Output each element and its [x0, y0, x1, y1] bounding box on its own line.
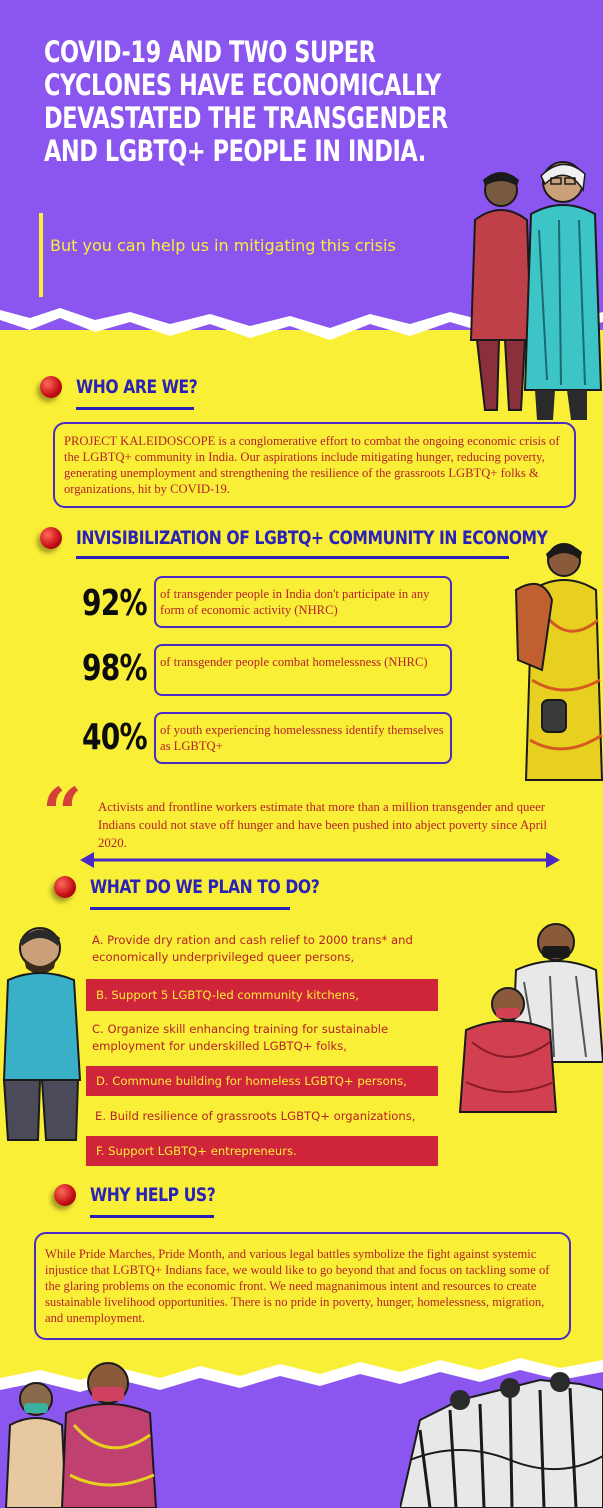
plan-item-c: C. Organize skill enhancing training for sustainable employment for underskilled LGBTQ+ folks,: [92, 1022, 389, 1053]
stat-box-3: [154, 712, 452, 764]
why-heading-underline: [90, 1215, 214, 1218]
stat-text-1: of transgender people in India don't participate in any form of economic activity (NHRC): [160, 587, 430, 617]
masked-women-illustration: [446, 912, 603, 1122]
who-heading-underline: [76, 407, 194, 410]
plan-heading: WHAT DO WE PLAN TO DO?: [90, 876, 320, 898]
why-body-box: [34, 1232, 571, 1340]
hero-subtitle: But you can help us in mitigating this crisis: [50, 236, 396, 255]
stat-text-3: of youth experiencing homelessness identify themselves as LGBTQ+: [160, 723, 444, 753]
stat-value-3: 40%: [82, 717, 147, 758]
pushpin-icon: [40, 376, 62, 398]
bottom-left-people-illustration: [0, 1355, 160, 1508]
who-heading: WHO ARE WE?: [76, 376, 198, 398]
plan-heading-row: [54, 876, 370, 898]
stat-box-2: [154, 644, 452, 696]
quote-text: Activists and frontline workers estimate that more than a million transgender and queer Indians could not stave off hunger and have been pushed into abject poverty since April 2020.: [98, 800, 547, 850]
pushpin-icon: [40, 527, 62, 549]
who-body-text: PROJECT KALEIDOSCOPE is a conglomerative effort to combat the ongoing economic crisis of the LGBTQ+ community in India. Our aspirations include mitigating hunger, reducing poverty, generating unemployment and strengthening the resilience of the grassroots LGBTQ+ folks & organizations, hit by COVID-19.: [64, 434, 560, 496]
invis-heading: INVISIBILIZATION OF LGBTQ+ COMMUNITY IN ECONOMY: [76, 527, 548, 549]
hero-title: COVID-19 AND TWO SUPER CYCLONES HAVE ECONOMICALLY DEVASTATED THE TRANSGENDER AND LGBTQ+ PEOPLE IN INDIA.: [44, 35, 448, 168]
hero-accent-bar: [39, 213, 43, 297]
why-heading-row: [54, 1184, 243, 1206]
why-heading: WHY HELP US?: [90, 1184, 216, 1206]
quote-icon: “: [42, 772, 83, 855]
plan-heading-underline: [90, 907, 290, 910]
who-heading-row: [40, 376, 224, 398]
stat-text-2: of transgender people combat homelessness (NHRC): [160, 655, 428, 669]
invis-heading-underline: [76, 556, 509, 559]
stat-box-1: [154, 576, 452, 628]
pushpin-icon: [54, 1184, 76, 1206]
why-body-text: While Pride Marches, Pride Month, and various legal battles symbolize the fight against systemic injustice that LGBTQ+ Indians face, we would like to go beyond that and focus on tackling some of the glaring problems on the economic front. We need magnanimous intent and resources to create sustainable livelihood opportunities. There is no pride in poverty, hunger, homelessness, migration, and unemployment.: [45, 1247, 550, 1325]
man-illustration: [0, 920, 82, 1142]
pushpin-icon: [54, 876, 76, 898]
plan-item-b: B. Support 5 LGBTQ-led community kitchens,: [86, 979, 438, 1011]
who-body-box: [53, 422, 576, 508]
stat-value-2: 98%: [82, 648, 147, 689]
plan-item-a: A. Provide dry ration and cash relief to 2000 trans* and economically underprivileged queer persons,: [92, 933, 413, 964]
plan-item-e: E. Build resilience of grassroots LGBTQ+ organizations,: [95, 1109, 416, 1123]
two-people-illustration: [455, 150, 603, 425]
bottom-right-crowd-illustration: [400, 1360, 603, 1508]
plan-item-f: F. Support LGBTQ+ entrepreneurs.: [86, 1136, 438, 1166]
plan-item-d: D. Commune building for homeless LGBTQ+ persons,: [86, 1066, 438, 1096]
woman-in-sari-illustration: [512, 530, 603, 792]
stat-value-1: 92%: [82, 583, 147, 624]
double-arrow-divider: [80, 850, 560, 870]
